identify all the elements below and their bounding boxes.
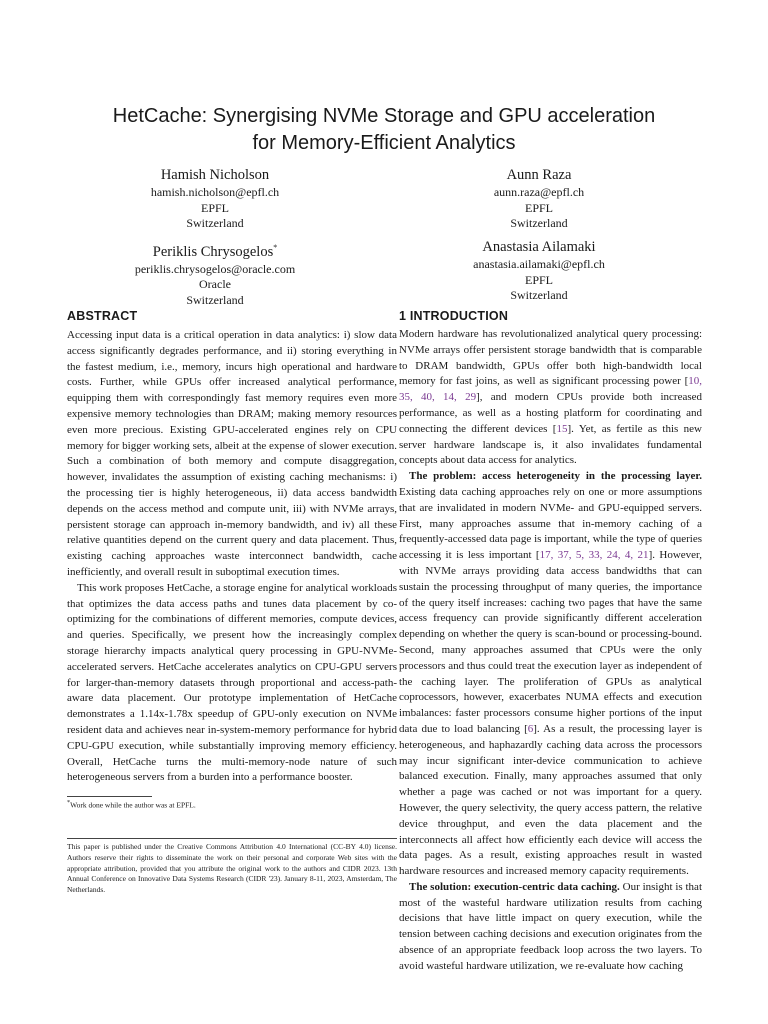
title-line-2: for Memory-Efficient Analytics <box>252 132 516 154</box>
author-affiliation: Oracle <box>199 277 231 292</box>
abstract-paragraph-2: This work proposes HetCache, a storage engine for analytical workloads that optimizes the data access paths and tunes data placement by co-optimizing for the combinations of different memories, compute devices, and queries. Specifically, we present how the increasingly complex storage hierarchy impacts analytical query processing in GPU-NVMe-accelerated servers. HetCache accelerates analytics on CPU-GPU servers for larger-than-memory datasets through proportional and access-path-aware data placement. Our prototype implementation of HetCache demonstrates a 1.14x-1.78x speedup of GPU-only execution on NVMe resident data and achieves near in-system-memory performance for hybrid CPU-GPU execution, while substantially improving memory efficiency. Overall, HetCache turns the multi-memory-node nature of such heterogeneous servers from a burden into a performance booster. <box>67 581 397 784</box>
author-block-2 <box>409 166 669 232</box>
paragraph-heading: The solution: execution-centric data caching. <box>409 880 620 893</box>
author-country: Switzerland <box>510 216 568 230</box>
footnote-rule <box>67 796 152 797</box>
author-name: Periklis Chrysogelos* <box>152 243 278 260</box>
abstract-paragraph-1: Accessing input data is a critical operation in data analytics: i) slow data access significantly degrades performance, and ii) storing everything in the fastest medium, i.e., memory, incurs high operational and hardware costs. Further, while GPUs offer increased analytical performance, equipping them with correspondingly fast memory requires even more expensive memory technologies than DRAM; making memory resources even more precious. Existing GPU-accelerated engines rely on CPU memory for bigger working sets, albeit at the expense of slower execution. Such a combination of both memory and compute disaggregation, however, invalidates the assumption of existing caching mechanisms: i) the processing tier is highly heterogeneous, ii) data access bandwidth depends on the access method and compute unit, iii) with NVMe arrays, persistent storage can approach in-memory bandwidth, and iv) all these relative quantities depend on the current query and data placement. Thus, existing caching approaches waste interconnect bandwidth, cache inefficiently, and overall result in suboptimal execution times. <box>67 329 397 578</box>
title-line-1: HetCache: Synergising NVMe Storage and GPU acceleration <box>112 105 656 127</box>
intro-paragraph-1: Modern hardware has revolutionalized analytical query processing: NVMe arrays offer persistent storage bandwidth that is comparable to DRAM bandwidth, GPUs offer both high-bandwidth local memory for fast joins, as well as significant processing power [10, 35, 40, 14, 29], and modern CPUs provide both increased performance, as well as a hosting platform for coordinating and connecting the different devices [15]. Yet, as fertile as this new server hardware landscape is, it also invalidates fundamental concepts about data access for analytics. <box>399 328 702 467</box>
introduction-body <box>399 327 702 975</box>
introduction-heading: 1 INTRODUCTION <box>399 309 509 323</box>
footnote <box>67 798 397 811</box>
intro-paragraph-3: The solution: execution-centric data caching. Our insight is that most of the wasteful hardware utilization results from caching decisions that have little impact on query execution, while the tension between caching decisions and execution originates from the absence of an appropriate feedback loop across the two layers. To avoid wasteful hardware utilization, we re-evaluate how caching <box>399 880 702 972</box>
license-notice: This paper is published under the Creative Commons Attribution 4.0 International (CC-BY 4.0) license. Authors reserve their rights to disseminate the work on their personal and corporate Web sites with the appropriate attribution, provided that you attribute the original work to the authors and CIDR 2023. 13th Annual Conference on Innovative Data Systems Research (CIDR '23). January 8-11, 2023, Amsterdam, The Netherlands. <box>67 842 397 895</box>
author-affiliation: EPFL <box>524 200 553 215</box>
author-email[interactable]: anastasia.ailamaki@epfl.ch <box>473 257 605 271</box>
footnote-mark: * <box>67 799 71 806</box>
footnote-mark: * <box>273 243 278 252</box>
paper-title <box>40 103 728 157</box>
author-country: Switzerland <box>510 288 568 302</box>
author-email[interactable]: periklis.chrysogelos@oracle.com <box>134 261 296 276</box>
author-name: Aunn Raza <box>506 167 572 183</box>
intro-paragraph-2: The problem: access heterogeneity in the processing layer. Existing data caching approaches rely on one or more assumptions that are invalidated in modern NVMe- and GPU-equipped servers. First, many approaches assume that in-memory caching of a frequently-accessed data page is important, while the type of queries accessing it is less important [17, 37, 5, 33, 24, 4, 21]. However, with NVMe arrays providing data access bandwidths that can sustain the processing throughput of many queries, the importance of the query itself increases: caching two pages that have the same access frequency can provide significantly different acceleration depending on whether the query is scan-bound or processing-bound. Second, many approaches assumed that CPUs were the only processors and thus could treat the execution layer as independent of the caching layer. The proliferation of GPUs as analytical coprocessors, however, exacerbates NUMA effects and execution imbalances: faster processors consume higher portions of the input data due to load balancing [6]. As a result, the processing layer is heterogeneous, and haphazardly caching data across the processors may incur significant inter-device communication to achieve balanced execution. Finally, many approaches assumed that only whether a page was cached or not was important for a query. However, the query selectivity, the query access pattern, the relative device throughput, and even the data placement and the interconnects all affect how efficiently each device will access the data pages. As a result, existing approaches result in wasted hardware resources and increased memory capacity requirements. <box>399 470 703 878</box>
author-country: Switzerland <box>186 292 244 307</box>
license-rule <box>67 838 397 839</box>
citation-link[interactable]: 17, 37, 5, 33, 24, 4, 21 <box>539 549 649 562</box>
citation-link[interactable]: 6 <box>527 722 534 735</box>
author-affiliation: EPFL <box>200 200 229 215</box>
author-name: Anastasia Ailamaki <box>482 239 596 255</box>
abstract-heading: ABSTRACT <box>67 309 138 323</box>
citation-link[interactable]: 10, 35, 40, 14, 29 <box>399 375 702 404</box>
author-country: Switzerland <box>186 216 244 230</box>
author-block-1 <box>85 166 345 232</box>
author-block-3 <box>85 238 345 308</box>
author-email[interactable]: hamish.nicholson@epfl.ch <box>150 185 280 199</box>
footnote-text: Work done while the author was at EPFL. <box>70 800 196 810</box>
author-block-4 <box>409 238 669 304</box>
abstract-body <box>67 328 397 786</box>
author-affiliation: EPFL <box>524 272 553 287</box>
paragraph-heading: The problem: access heterogeneity in the processing layer. <box>409 470 702 483</box>
author-name: Hamish Nicholson <box>160 167 270 183</box>
author-email[interactable]: aunn.raza@epfl.ch <box>493 185 585 199</box>
citation-link[interactable]: 15 <box>556 422 568 435</box>
